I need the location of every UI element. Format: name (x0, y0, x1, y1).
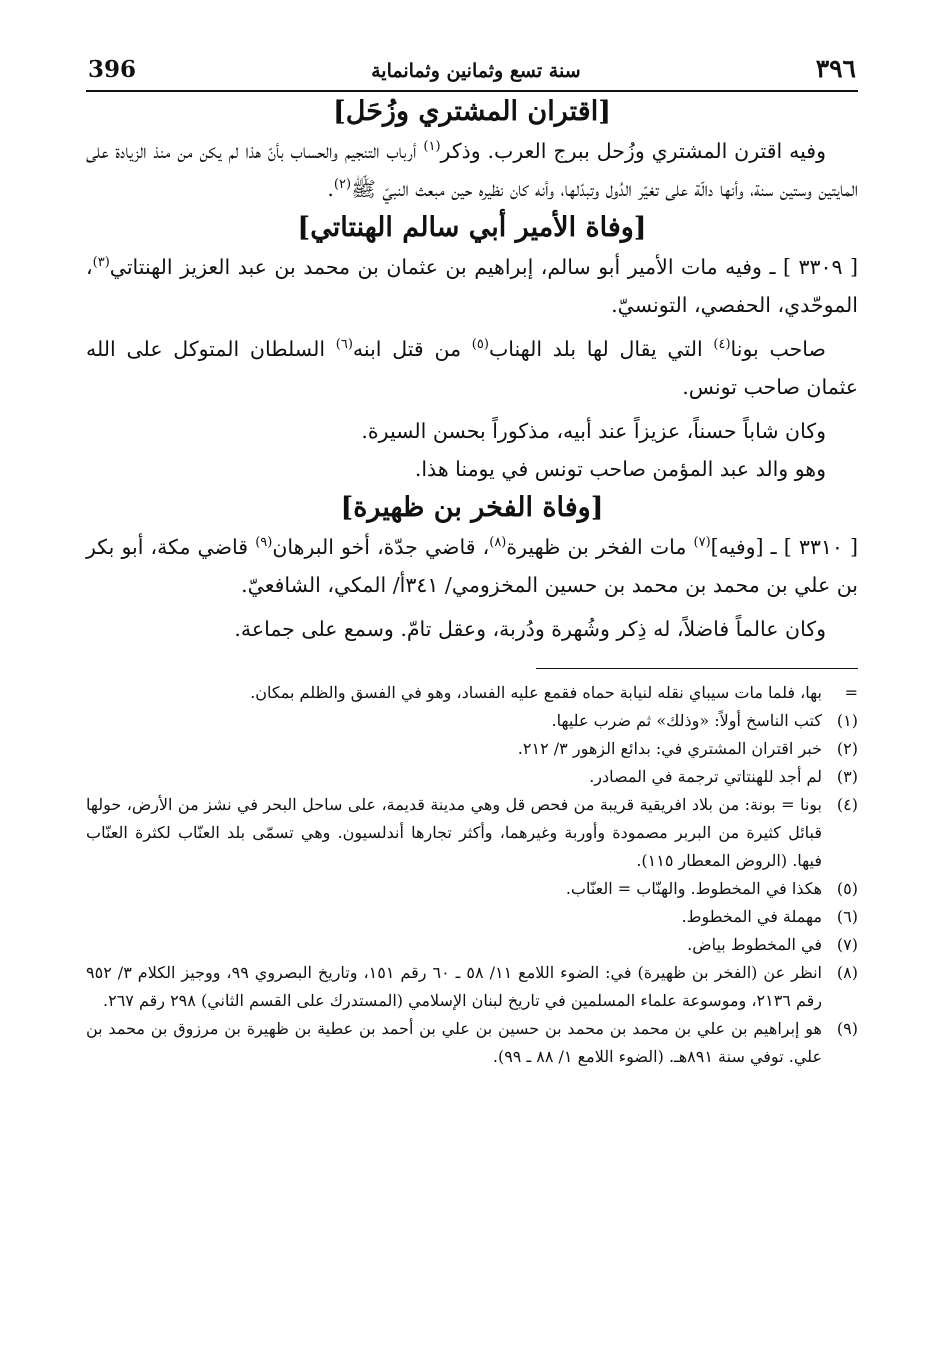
footnote-mark: (١) (836, 711, 858, 730)
entry-3310: [ ٣٣١٠ ] ـ [وفيه]$^{(٧)}$ مات الفخر بن ظهيرة$^{(٨)}$، قاضي جدّة، أخو البرهان$^{(٩)}$ قاضي مكة، أبو بكر بن علي بن محمد بن محمد بن حسين المخزومي/ ٣٤١أ/ المكي، الشافعيّ. (86, 535, 858, 597)
footnote-mark: (٣) (836, 767, 858, 786)
footnote-mark: = (844, 683, 858, 702)
paragraph-character: وكان شاباً حسناً، عزيزاً عند أبيه، مذكوراً بحسن السيرة. (361, 419, 826, 443)
footnote-1 (86, 707, 858, 735)
footnote-ref-4: (٤) (713, 337, 731, 352)
footnote-continuation (86, 679, 858, 707)
footnote-mark: (٤) (836, 795, 858, 814)
footnote-text: خبر اقتران المشتري في: بدائع الزهور ٣/ ٢١٢. (517, 739, 822, 758)
footnote-text: هو إبراهيم بن علي بن محمد بن محمد بن حسين بن علي بن أحمد بن عطية بن ظهيرة بن مرزوق بن محمد بن علي. توفي سنة ٨٩١هـ. (الضوء اللامع ١/ ٨٨ ـ ٩٩). (86, 1019, 822, 1066)
footnote-4 (86, 791, 858, 875)
footnote-9 (86, 1015, 858, 1071)
paragraph-conjunction: وفيه اقترن المشتري وزُحل ببرج العرب. وذكر$^{(١)}$ أرباب التنجيم والحساب بأنّ هذا لم يكن من منذ الزيادة على المايتين وستين سنة، وأنها دالّة على تغيّر الدُول وتبدّلها، وأنه كان نظيره حين مبعث النبيّ ﷺ$^{(٢)}$. (86, 139, 858, 201)
footnote-6 (86, 903, 858, 931)
footnote-ref-9: (٩) (255, 535, 273, 550)
book-page (86, 54, 858, 1071)
paragraph-son: وهو والد عبد المؤمن صاحب تونس في يومنا هذا. (414, 457, 826, 481)
footnote-text: كتب الناسخ أولاً: «وذلك» ثم ضرب عليها. (551, 711, 822, 730)
footnote-text: انظر عن (الفخر بن ظهيرة) في: الضوء اللامع ١١/ ٥٨ ـ ٦٠ رقم ١٥١، وتاريخ البصروي ٩٩، ووجيز الكلام ٣/ ٩٥٢ رقم ٢١٣٦، وموسوعة علماء المسلمين في تاريخ لبنان الإسلامي (المستدرك على القسم الثاني) ٢٩٨ رقم ٢٦٧. (86, 963, 822, 1010)
footnote-text: بونا = بونة: من بلاد افريقية قريبة من فحص قل وهي مدينة قديمة، على ساحل البحر في نشز من الأرض، حولها قبائل كثيرة من البربر مصمودة وأوربة وغيرهما، وأكثر تجارها أندلسيون. وهي تسمّى بلد العنّاب لكثرة العنّاب فيها. (الروض المعطار ١١٥). (86, 795, 823, 870)
footnote-mark: (٥) (836, 879, 858, 898)
footnote-2 (86, 735, 858, 763)
footnote-mark: (٧) (836, 935, 858, 954)
entry-3309: [ ٣٣٠٩ ] ـ وفيه مات الأمير أبو سالم، إبراهيم بن عثمان بن محمد بن عبد العزيز الهنتاتي$^{(٣)}$، الموحّدي، الحفصي، التونسيّ. (86, 255, 858, 317)
footnote-mark: (٢) (836, 739, 858, 758)
footnote-ref-7: (٧) (693, 535, 711, 550)
footnotes (86, 679, 858, 1071)
footnote-mark: (٨) (836, 963, 858, 982)
footnote-ref-3: (٣) (92, 255, 110, 270)
footnote-ref-6: (٦) (335, 337, 353, 352)
paragraph-scholar: وكان عالماً فاضلاً، له ذِكر وشُهرة ودُربة، وعقل تامّ. وسمع على جماعة. (234, 617, 826, 641)
footnote-text: بها، فلما مات سيباي نقله لنيابة حماه فقمع عليه الفساد، وهو في الفسق والظلم بمكان. (250, 683, 822, 702)
footnote-mark: (٦) (836, 907, 858, 926)
page-number-arabic: ٣٩٦ (815, 54, 856, 83)
running-header (86, 54, 858, 92)
section-heading-abu-salim: [وفاة الأمير أبي سالم الهنتاتي] (297, 212, 647, 243)
section-heading-ibn-zahira: [وفاة الفخر بن ظهيرة] (340, 492, 604, 523)
footnote-separator (536, 668, 858, 669)
footnote-ref-5: (٥) (471, 337, 489, 352)
footnote-ref-1: (١) (423, 139, 441, 154)
footnote-text: هكذا في المخطوط. والهنّاب = العنّاب. (565, 879, 822, 898)
footnote-7 (86, 931, 858, 959)
running-title: سنة تسع وثمانين وثمانماية (371, 60, 581, 82)
footnote-5 (86, 875, 858, 903)
footnote-text: لم أجد للهنتاتي ترجمة في المصادر. (589, 767, 822, 786)
footnote-text: في المخطوط بياض. (687, 935, 822, 954)
page-number-latin: 396 (88, 56, 137, 83)
footnote-3 (86, 763, 858, 791)
section-heading-conjunction: [اقتران المشتري وزُحَل] (333, 96, 611, 127)
footnote-mark: (٩) (836, 1019, 858, 1038)
footnote-text: مهملة في المخطوط. (681, 907, 822, 926)
footnote-8 (86, 959, 858, 1015)
footnote-ref-8: (٨) (489, 535, 507, 550)
footnote-ref-2: (٢) (333, 177, 352, 192)
paragraph-bona: صاحب بونا$^{(٤)}$ التي يقال لها بلد الهناب$^{(٥)}$ من قتل ابنه$^{(٦)}$ السلطان المتوكل على الله عثمان صاحب تونس. (86, 337, 858, 399)
